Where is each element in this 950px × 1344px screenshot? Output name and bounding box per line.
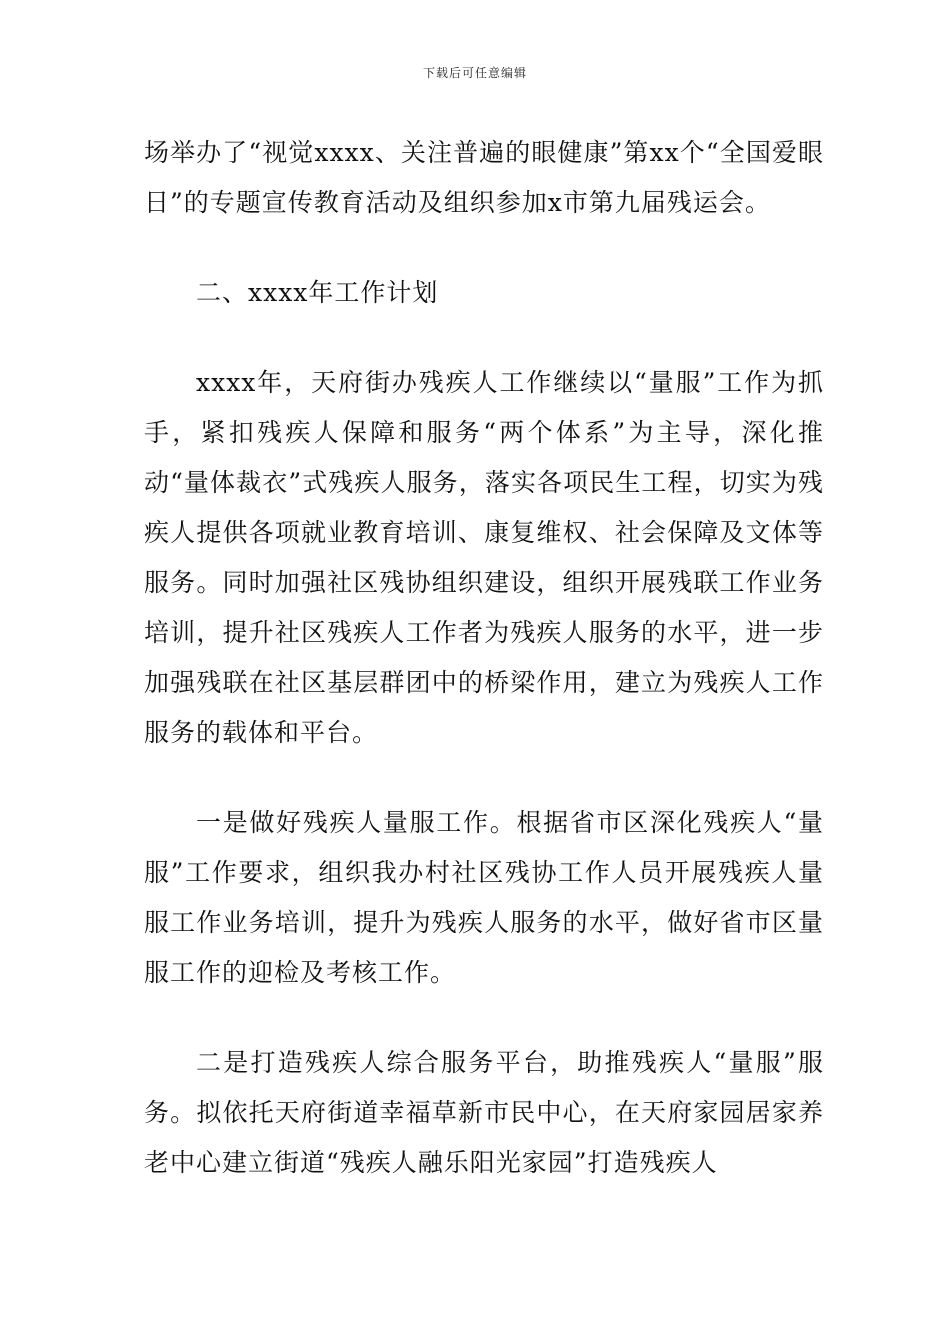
document-body: [144, 128, 824, 1188]
page-header: 下载后可任意编辑: [422, 66, 527, 80]
paragraph-continuation: 场举办了“视觉xxxx、关注普遍的眼健康”第xx个“全国爱眼日”的专题宣传教育活动及组织参加x市第九届残运会。: [144, 138, 824, 217]
paragraph-item-two: 二是打造残疾人综合服务平台，助推残疾人“量服”服务。拟依托天府街道幸福草新市民中心，在天府家园居家养老中心建立街道“残疾人融乐阳光家园”打造残疾人: [144, 1048, 824, 1177]
paragraph-plan-overview: xxxx年，天府街办残疾人工作继续以“量服”工作为抓手，紧扣残疾人保障和服务“两个体系”为主导，深化推动“量体裁衣”式残疾人服务，落实各项民生工程，切实为残疾人提供各项就业教育培训、康复维权、社会保障及文体等服务。同时加强社区残协组织建设，组织开展残联工作业务培训，提升社区残疾人工作者为残疾人服务的水平，进一步加强残联在社区基层群团中的桥梁作用，建立为残疾人工作服务的载体和平台。: [144, 368, 824, 747]
paragraph-item-one: 一是做好残疾人量服工作。根据省市区深化残疾人“量服”工作要求，组织我办村社区残协工作人员开展残疾人量服工作业务培训，提升为残疾人服务的水平，做好省市区量服工作的迎检及考核工作。: [144, 808, 824, 987]
section-heading: 二、xxxx年工作计划: [196, 278, 439, 307]
